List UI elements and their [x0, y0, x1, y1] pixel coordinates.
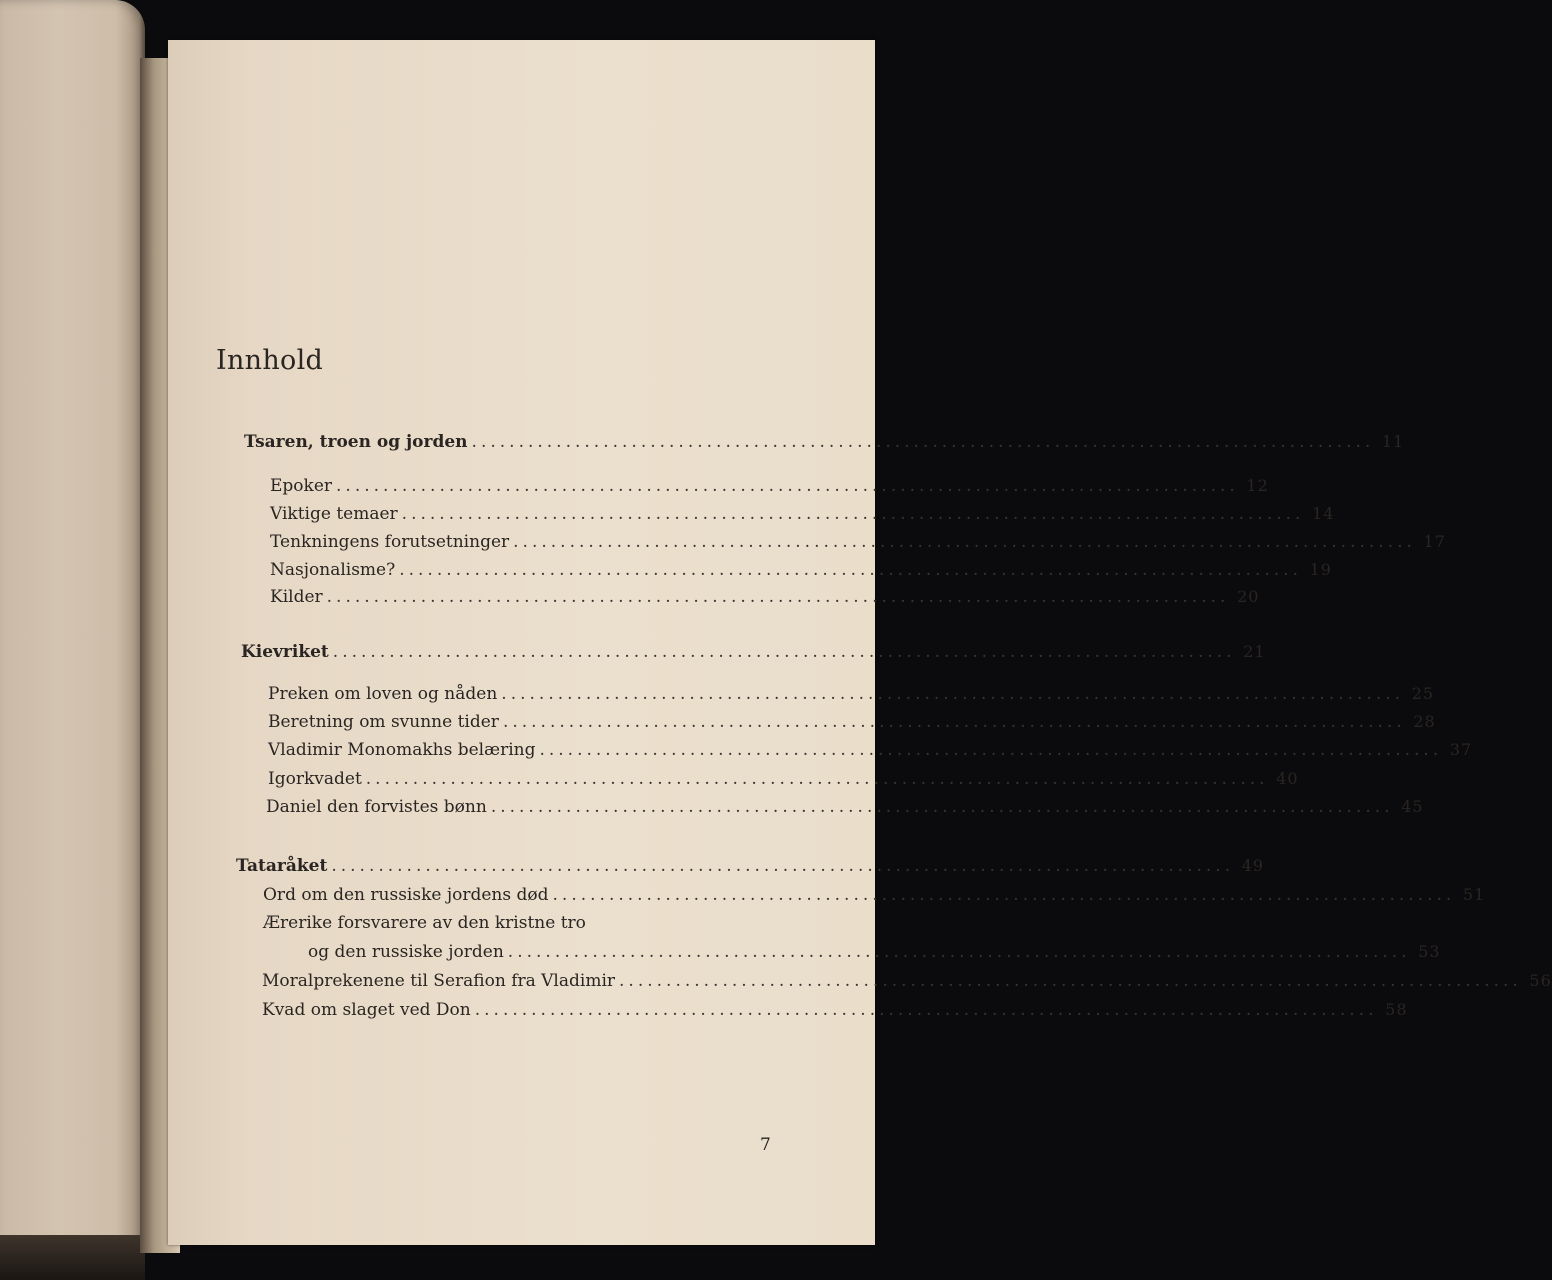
toc-section-title: Kievriket [241, 642, 329, 662]
toc-entry-title: Ærerike forsvarere av den kristne tro [263, 913, 586, 933]
toc-entry-title: Viktige temaer [270, 504, 398, 524]
toc-section-title: Tataråket [236, 856, 328, 876]
toc-section-page: 11 [1381, 432, 1405, 451]
toc-entry [268, 712, 1436, 732]
toc-entry [263, 885, 1486, 905]
toc-entry-page: 58 [1385, 1000, 1408, 1019]
toc-section-title: Tsaren, troen og jorden [244, 432, 468, 452]
leader-dots: ................................................................................................ [502, 712, 1406, 732]
toc-entry-title: Nasjonalisme? [270, 560, 396, 580]
toc-entry [270, 560, 1332, 580]
leader-dots: ................................................................................................ [365, 769, 1269, 789]
toc-section [241, 642, 1266, 662]
leader-dots: ................................................................................................ [401, 504, 1305, 524]
toc-entry [308, 942, 1441, 962]
toc-entry-page: 17 [1423, 532, 1446, 551]
leader-dots: ................................................................................................ [332, 642, 1236, 662]
toc-entry [270, 587, 1260, 607]
toc-entry-page: 25 [1411, 684, 1435, 703]
toc-entry-page: 20 [1237, 587, 1260, 606]
toc-entry-title: Vladimir Monomakhs belæring [268, 740, 536, 760]
toc-entry-page: 56 [1529, 971, 1552, 990]
leader-dots: ................................................................................................ [474, 1000, 1378, 1020]
leader-dots: ................................................................................................ [490, 797, 1394, 817]
leader-dots: ................................................................................................ [471, 432, 1375, 452]
toc-entry-title: Tenkningens forutsetninger [270, 532, 510, 552]
toc-entry-page: 40 [1276, 769, 1299, 788]
toc-entry [268, 740, 1473, 760]
toc-section-page: 49 [1241, 856, 1265, 875]
toc-entry-title: Moralprekenene til Serafion fra Vladimir [262, 971, 616, 991]
leader-dots: ................................................................................................ [507, 942, 1411, 962]
leader-dots: ................................................................................................ [399, 560, 1302, 580]
toc-entry-page: 19 [1309, 560, 1332, 579]
toc-entry-page: 28 [1413, 712, 1436, 731]
page-title: Innhold [216, 345, 324, 376]
toc-entry [262, 1000, 1408, 1020]
toc-entry [270, 532, 1446, 552]
left-page-shadow [0, 1235, 145, 1280]
leader-dots: ................................................................................................ [619, 971, 1522, 991]
toc-entry-title: Ord om den russiske jordens død [263, 885, 549, 905]
toc-entry-page: 12 [1246, 476, 1269, 495]
toc-entry-page: 53 [1418, 942, 1441, 961]
toc-entry-title: Kvad om slaget ved Don [262, 1000, 471, 1020]
toc-section [236, 856, 1265, 876]
toc-entry-title: Epoker [270, 476, 333, 496]
toc-entry-page: 45 [1401, 797, 1424, 816]
toc-entry [266, 797, 1424, 817]
toc-entry-title: og den russiske jorden [308, 942, 504, 962]
toc-entry-title: Kilder [270, 587, 323, 607]
toc-entry [270, 476, 1269, 496]
leader-dots: ................................................................................................ [501, 684, 1405, 704]
toc-entry-title: Daniel den forvistes bønn [266, 797, 487, 817]
leader-dots: ................................................................................................ [552, 885, 1456, 905]
leader-dots: ................................................................................................ [326, 587, 1230, 607]
toc-entry-title: Preken om loven og nåden [268, 684, 498, 704]
toc-entry [268, 769, 1299, 789]
page-number: 7 [760, 1135, 771, 1155]
toc-entry [262, 971, 1552, 991]
toc-entry-title: Beretning om svunne tider [268, 712, 499, 732]
toc-entry [268, 684, 1435, 704]
toc-entry-page: 51 [1462, 885, 1486, 904]
toc-entry-title: Igorkvadet [268, 769, 362, 789]
leader-dots: ................................................................................................ [539, 740, 1443, 760]
leader-dots: ................................................................................................ [336, 476, 1239, 496]
toc-entry [263, 913, 756, 933]
toc-entry-page: 37 [1449, 740, 1473, 759]
facing-left-page [0, 0, 145, 1280]
toc-section [244, 432, 1405, 452]
leader-dots: ................................................................................................ [331, 856, 1235, 876]
toc-section-page: 21 [1243, 642, 1266, 661]
leader-dots: ................................................................................................ [513, 532, 1416, 552]
toc-entry [270, 504, 1335, 524]
toc-entry-page: 14 [1312, 504, 1335, 523]
contents-page [168, 40, 1552, 1245]
